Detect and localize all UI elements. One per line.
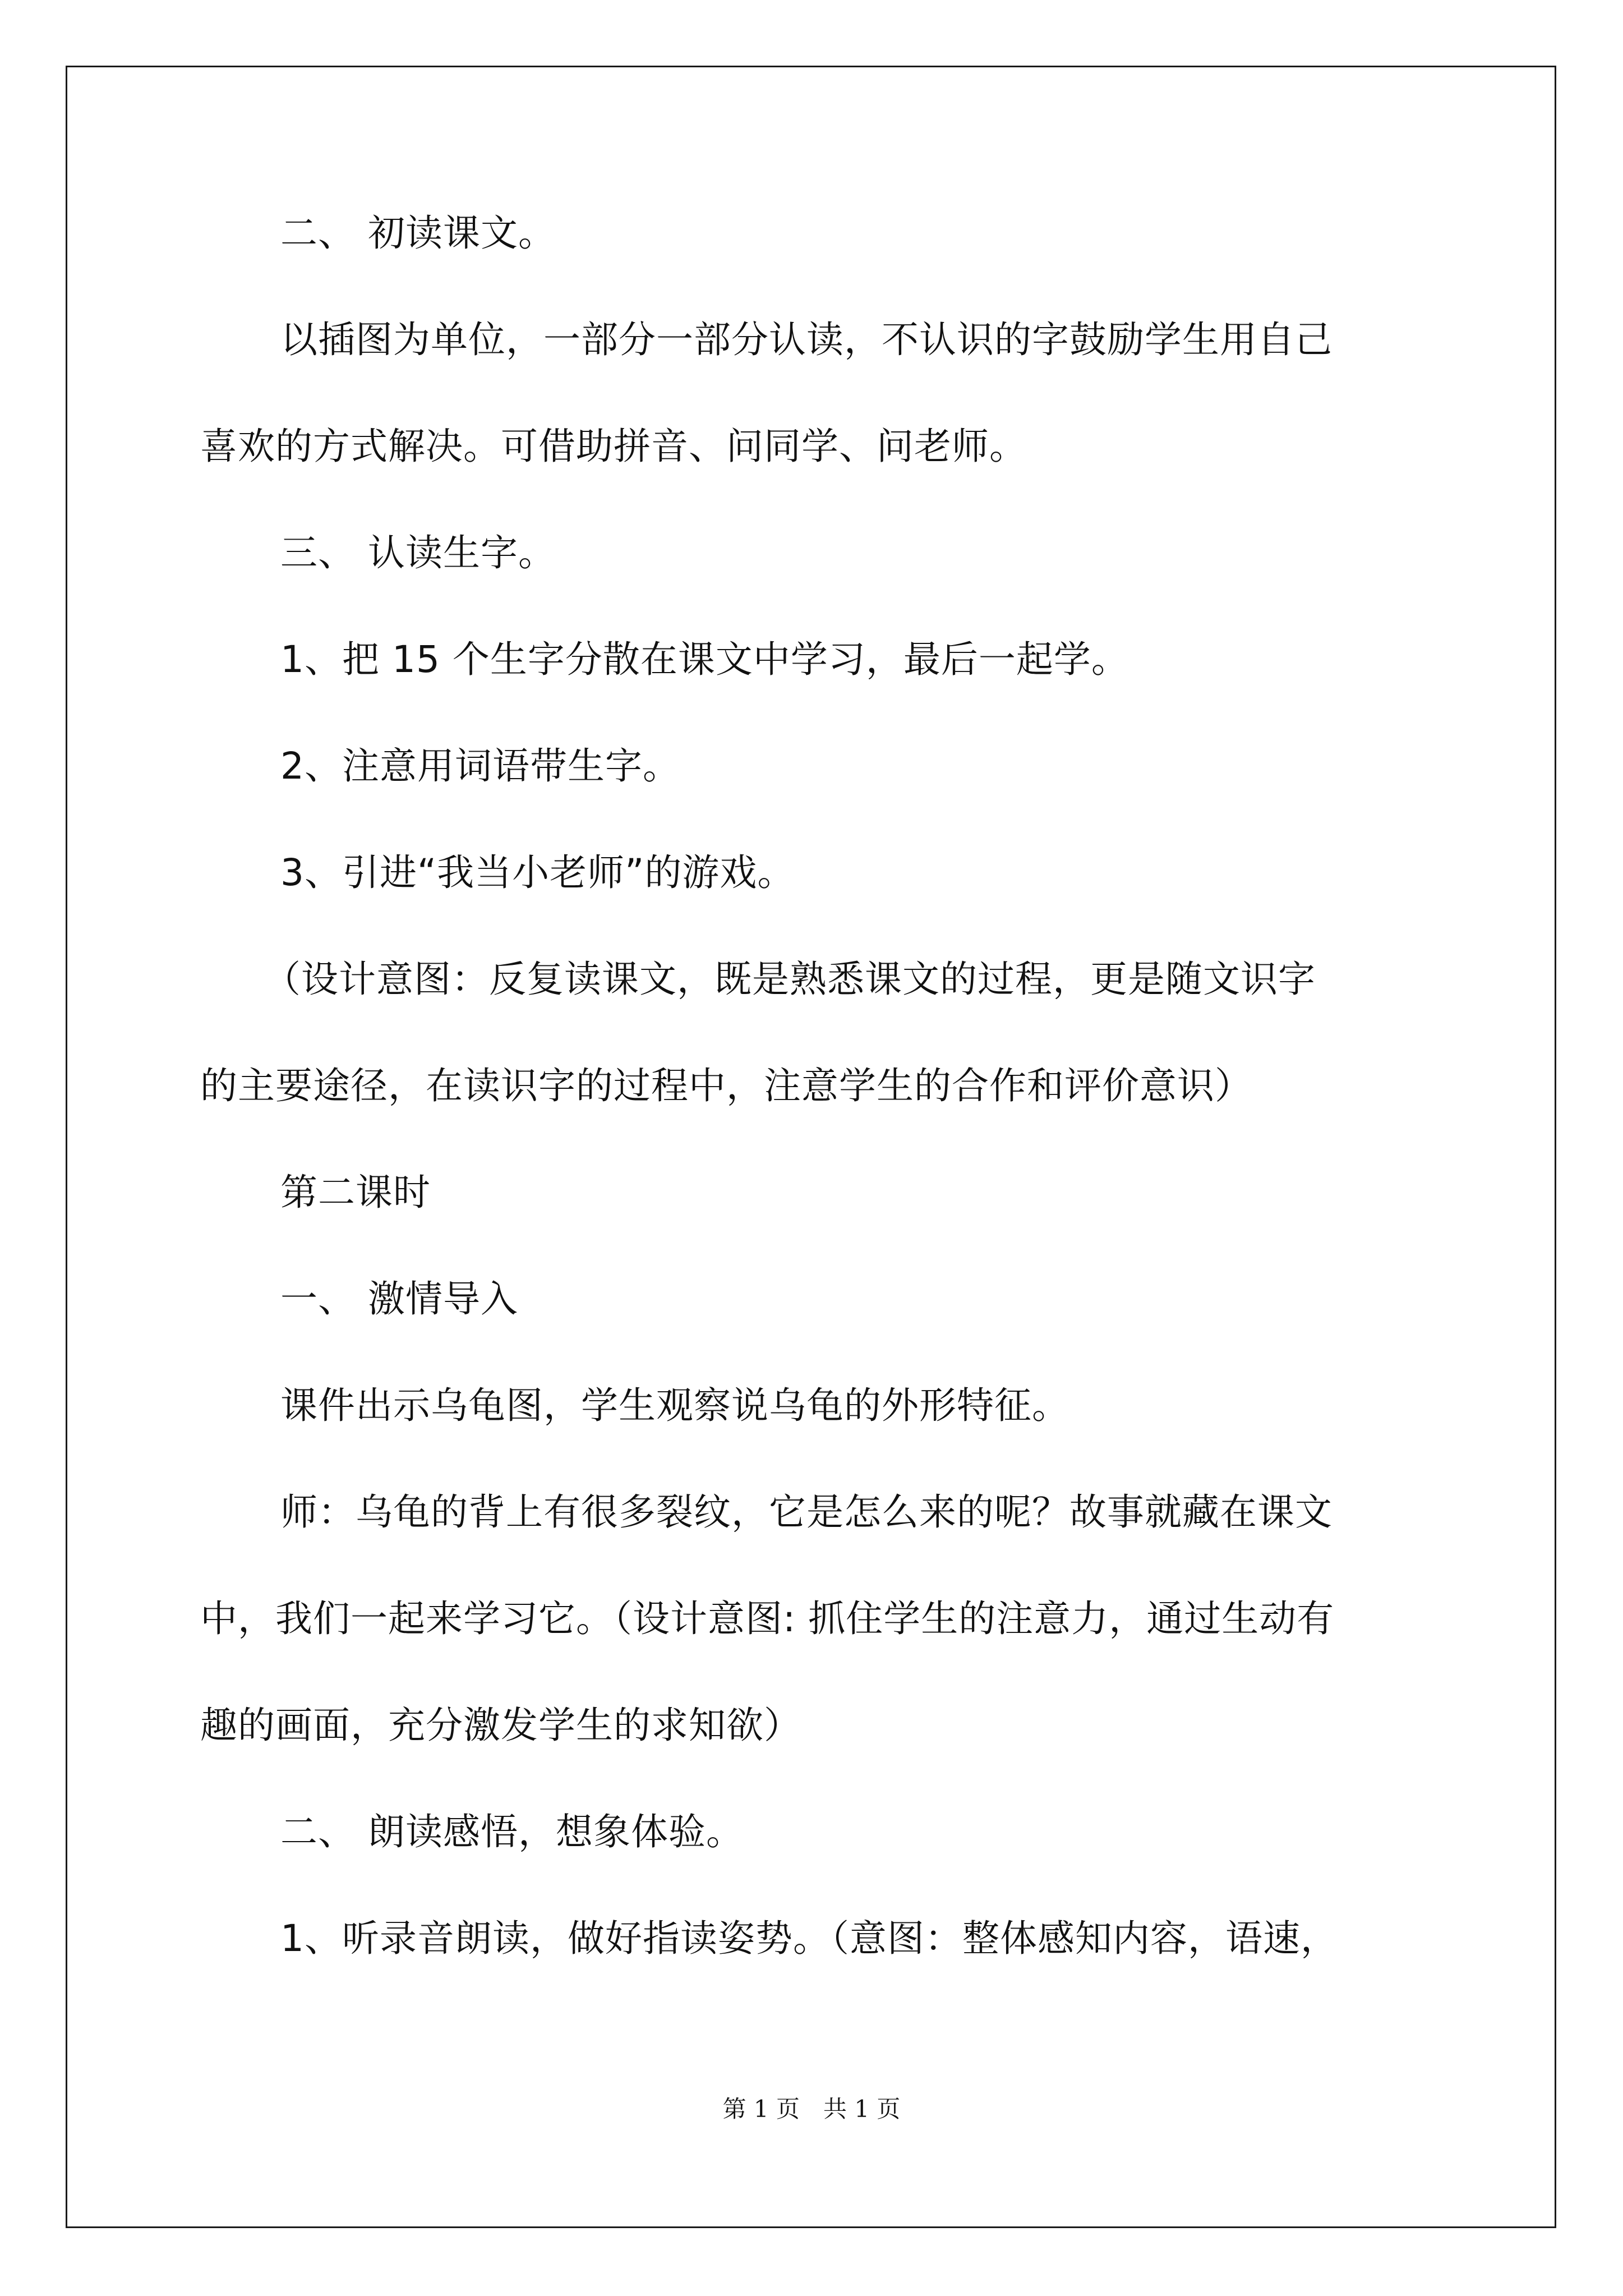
- heading-section-1: 一、 激情导入: [280, 1277, 518, 1320]
- page-border: [66, 66, 1556, 2228]
- page-footer: 第 1 页 共 1 页: [722, 2095, 901, 2123]
- heading-section-2: 二、 初读课文。: [280, 211, 556, 255]
- heading-section-3: 三、 认读生字。: [280, 531, 556, 574]
- paragraph-line: 以插图为单位，一部分一部分认读，不认识的字鼓励学生用自己: [280, 318, 1332, 361]
- paragraph-line: 趣的画面，充分激发学生的求知欲）: [200, 1704, 801, 1747]
- paragraph-line: 师：乌龟的背上有很多裂纹，它是怎么来的呢？故事就藏在课文: [280, 1490, 1332, 1534]
- list-item: 1、听录音朗读，做好指读姿势。（意图：整体感知内容，语速，: [280, 1917, 1338, 1960]
- paragraph-line: 课件出示乌龟图，学生观察说乌龟的外形特征。: [280, 1384, 1069, 1427]
- list-item: 2、注意用词语带生字。: [280, 744, 680, 788]
- list-item: 3、引进“我当小老师”的游戏。: [280, 851, 795, 894]
- paragraph-line: （设计意图：反复读课文，既是熟悉课文的过程，更是随文识字: [264, 958, 1316, 1001]
- paragraph-line: 喜欢的方式解决。可借助拼音、问同学、问老师。: [200, 425, 1027, 468]
- heading-lesson: 第二课时: [280, 1171, 431, 1214]
- paragraph-line: 的主要途径，在读识字的过程中，注意学生的合作和评价意识）: [200, 1064, 1252, 1107]
- heading-section-2b: 二、 朗读感悟，想象体验。: [280, 1810, 744, 1853]
- paragraph-line: 中，我们一起来学习它。（设计意图: 抓住学生的注意力，通过生动有: [200, 1597, 1335, 1640]
- list-item: 1、把 15 个生字分散在课文中学习，最后一起学。: [280, 638, 1129, 681]
